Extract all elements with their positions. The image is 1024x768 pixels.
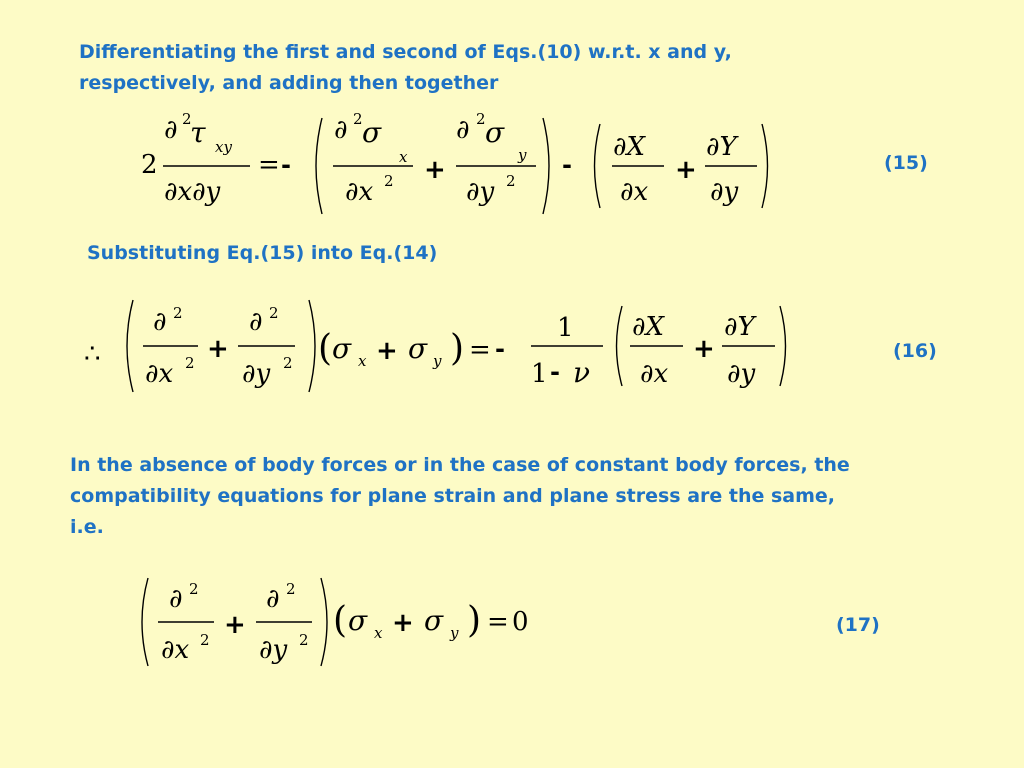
- svg-text:+: +: [392, 608, 414, 638]
- svg-text:x: x: [358, 352, 367, 370]
- svg-text:σ: σ: [485, 116, 505, 149]
- svg-text:(: (: [333, 600, 348, 641]
- eq16-label: (16): [893, 340, 937, 362]
- svg-text:=: =: [487, 607, 509, 637]
- svg-text:2: 2: [269, 304, 279, 322]
- svg-text:∂x: ∂x: [620, 177, 649, 207]
- svg-text:∂Y: ∂Y: [706, 132, 737, 162]
- svg-text:∂Y: ∂Y: [724, 312, 755, 342]
- svg-text:+: +: [675, 155, 697, 185]
- svg-text:): ): [467, 600, 482, 641]
- svg-text:∂X: ∂X: [613, 132, 645, 162]
- svg-text:=: =: [258, 150, 280, 180]
- svg-text:2: 2: [185, 354, 195, 372]
- svg-text:2: 2: [476, 110, 486, 128]
- svg-text:-: -: [281, 151, 291, 179]
- intro-text: Differentiating the first and second of Eqs.(10) w.r.t. x and y, respectively, and adding then together: [79, 41, 732, 94]
- svg-text:∂x: ∂x: [145, 359, 174, 389]
- svg-text:∂y: ∂y: [710, 177, 739, 207]
- svg-text:∂y: ∂y: [242, 359, 271, 389]
- svg-text:∂x: ∂x: [640, 359, 669, 389]
- svg-text:∴: ∴: [84, 339, 101, 369]
- svg-text:∂: ∂: [334, 115, 348, 145]
- svg-text:∂y: ∂y: [259, 635, 288, 665]
- svg-text:xy: xy: [215, 138, 232, 156]
- svg-text:x: x: [374, 624, 383, 642]
- svg-text:+: +: [424, 155, 446, 185]
- svg-text:σ: σ: [408, 332, 428, 365]
- svg-text:∂x: ∂x: [345, 177, 374, 207]
- absence-text: In the absence of body forces or in the case of constant body forces, the compatibility equations for plane strain and plane stress are the same, i.e.: [70, 454, 850, 538]
- svg-text:∂y: ∂y: [727, 359, 756, 389]
- svg-text:∂X: ∂X: [632, 312, 664, 342]
- svg-text:2: 2: [286, 580, 296, 598]
- svg-text:σ: σ: [348, 604, 368, 637]
- svg-text:+: +: [224, 610, 246, 640]
- svg-text:∂: ∂: [249, 307, 263, 337]
- svg-text:∂x∂y: ∂x∂y: [164, 177, 221, 207]
- svg-text:2: 2: [182, 110, 192, 128]
- svg-text:): ): [450, 328, 465, 369]
- svg-text:y: y: [433, 352, 442, 370]
- svg-text:∂: ∂: [456, 115, 470, 145]
- svg-text:τ: τ: [190, 116, 206, 149]
- svg-text:y: y: [450, 624, 459, 642]
- svg-text:1: 1: [531, 359, 548, 389]
- svg-text:ν: ν: [573, 356, 591, 389]
- svg-text:x: x: [399, 148, 408, 166]
- svg-text:2: 2: [299, 631, 309, 649]
- eq15-coef: 2: [141, 150, 158, 180]
- eq17-label: (17): [836, 614, 880, 636]
- svg-text:+: +: [376, 336, 398, 366]
- svg-text:2: 2: [384, 172, 394, 190]
- eq15-label: (15): [884, 152, 928, 174]
- svg-text:∂: ∂: [169, 584, 183, 614]
- svg-text:-: -: [550, 358, 560, 386]
- svg-text:(: (: [318, 328, 333, 369]
- svg-text:2: 2: [173, 304, 183, 322]
- svg-text:=: =: [469, 335, 491, 365]
- svg-text:2: 2: [506, 172, 516, 190]
- svg-text:-: -: [562, 151, 572, 179]
- svg-text:0: 0: [512, 607, 529, 637]
- svg-text:+: +: [207, 334, 229, 364]
- svg-text:1: 1: [557, 313, 574, 343]
- svg-text:∂x: ∂x: [161, 635, 190, 665]
- svg-text:∂y: ∂y: [466, 177, 495, 207]
- svg-text:2: 2: [353, 110, 363, 128]
- svg-text:∂: ∂: [153, 307, 167, 337]
- svg-text:2: 2: [189, 580, 199, 598]
- svg-text:∂: ∂: [266, 584, 280, 614]
- svg-text:∂: ∂: [164, 115, 178, 145]
- svg-text:σ: σ: [362, 116, 382, 149]
- svg-text:y: y: [518, 146, 527, 164]
- svg-text:-: -: [495, 335, 505, 363]
- svg-text:σ: σ: [332, 332, 352, 365]
- svg-text:+: +: [693, 334, 715, 364]
- substituting-text: Substituting Eq.(15) into Eq.(14): [87, 242, 438, 264]
- svg-text:2: 2: [200, 631, 210, 649]
- svg-text:σ: σ: [424, 604, 444, 637]
- svg-text:2: 2: [283, 354, 293, 372]
